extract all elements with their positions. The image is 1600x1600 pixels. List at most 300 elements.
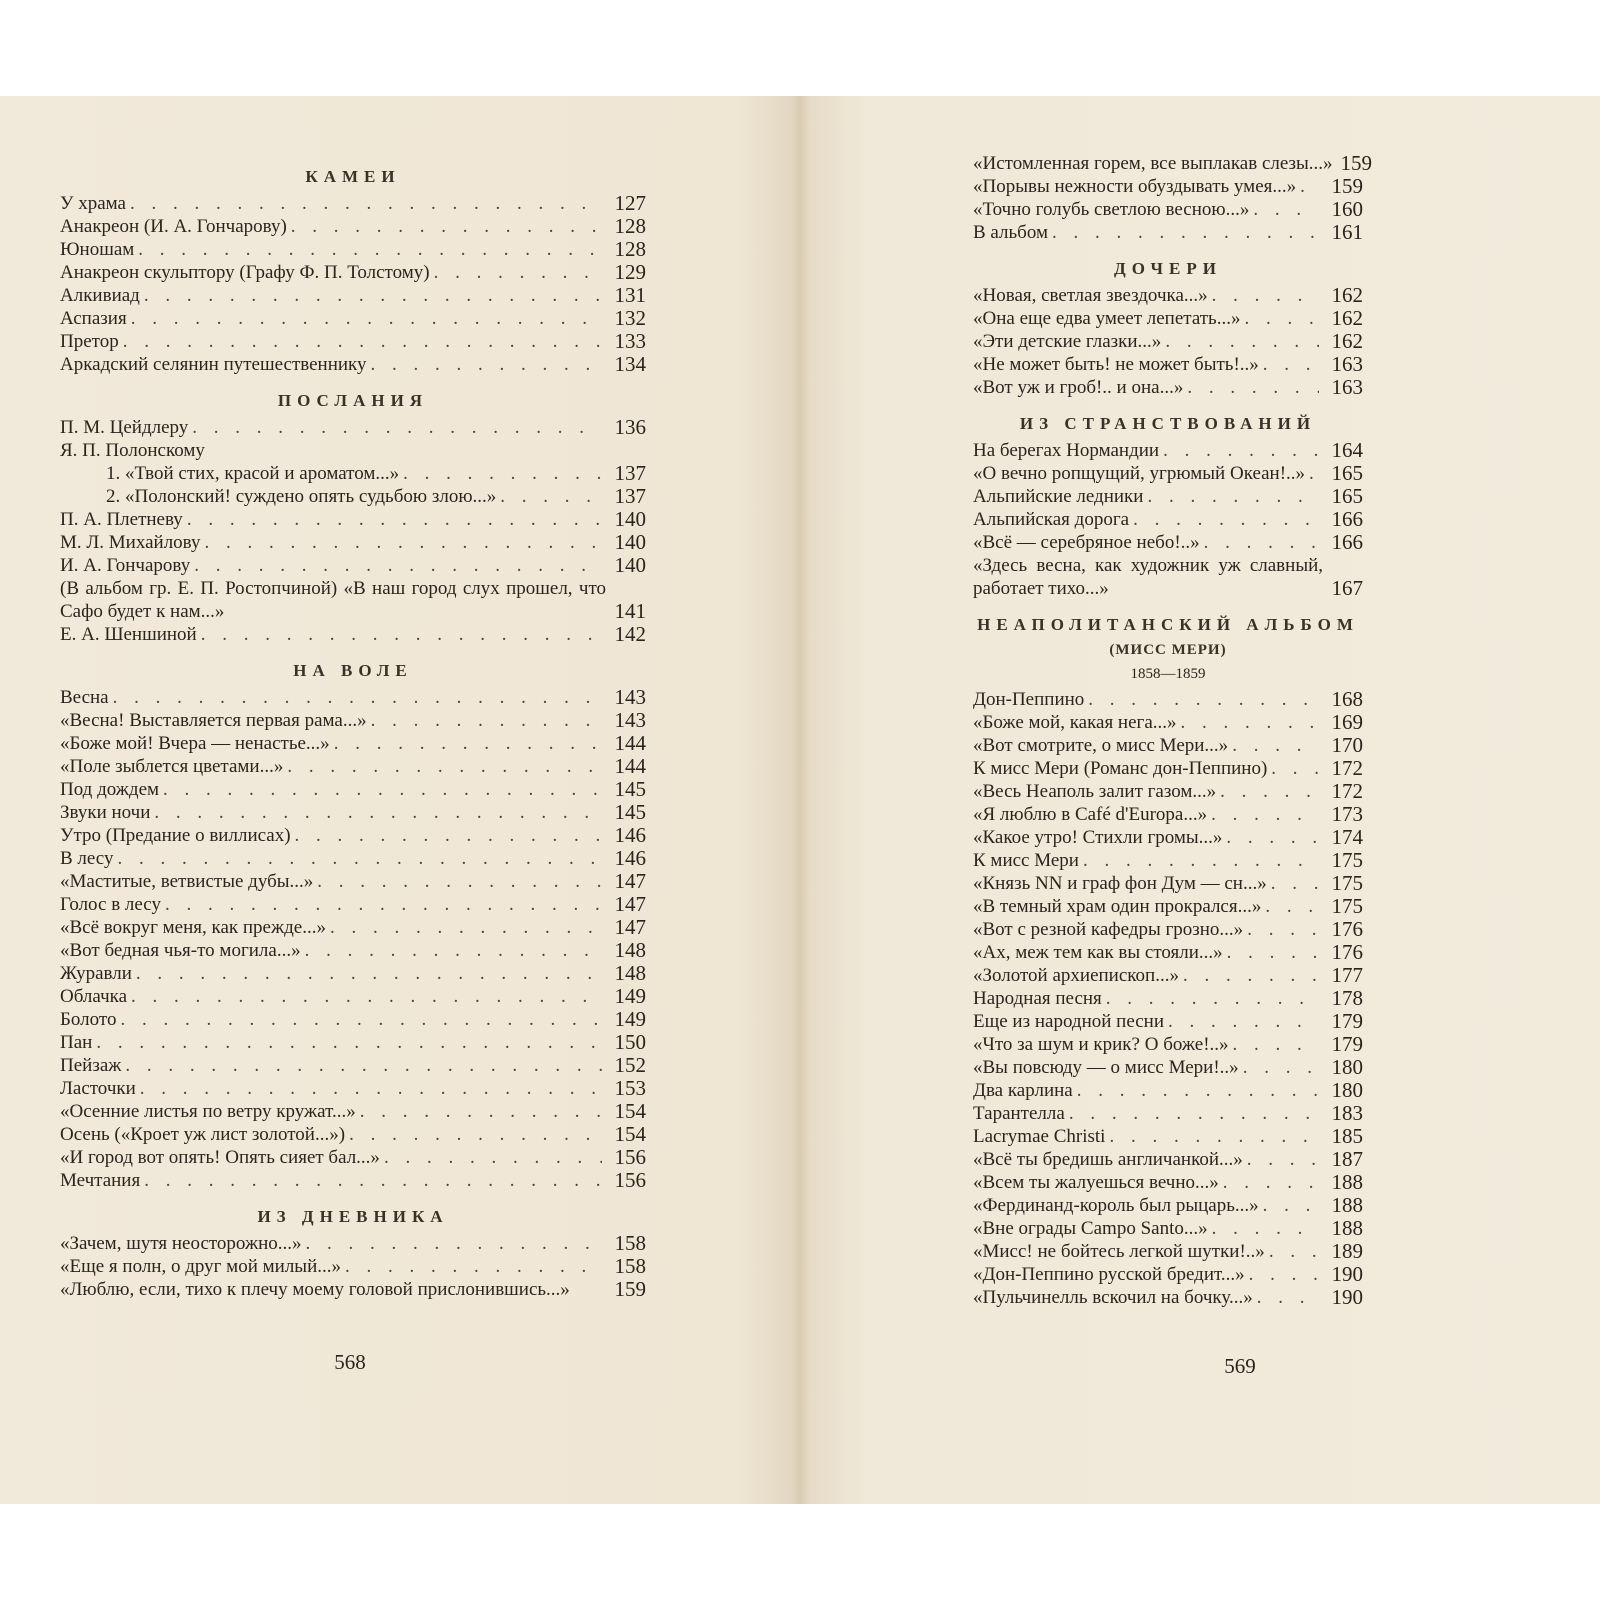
toc-entry-title: «Всё — серебряное небо!..» — [973, 532, 1200, 553]
left-toc-column — [60, 152, 646, 1301]
toc-entry-page: 159 — [1331, 174, 1363, 198]
leader-dots — [144, 284, 602, 307]
toc-entry-page: 147 — [614, 915, 646, 939]
toc-entry — [60, 870, 646, 893]
leader-dots — [1243, 1056, 1319, 1079]
toc-entry-title: Альпийские ледники — [973, 486, 1144, 507]
toc-entry-title: Анакреон скульптору (Графу Ф. П. Толстому) — [60, 262, 430, 283]
leader-dots — [500, 485, 602, 508]
toc-entry-page: 158 — [614, 1231, 646, 1255]
toc-entry-page: 169 — [1331, 710, 1363, 734]
toc-entry — [973, 711, 1363, 734]
toc-entry-title: 2. «Полонский! суждено опять судьбою злою...» — [106, 486, 497, 507]
leader-dots — [1265, 895, 1319, 918]
toc-entry — [973, 803, 1363, 826]
toc-entry — [973, 688, 1363, 711]
leader-dots — [201, 623, 602, 646]
toc-entry — [973, 1217, 1363, 1240]
toc-entry-title: «И город вот опять! Опять сияет бал...» — [60, 1147, 380, 1168]
toc-entry-page: 136 — [614, 415, 646, 439]
toc-entry-title: Осень («Кроет уж лист золотой...») — [60, 1124, 346, 1145]
toc-entry — [60, 261, 646, 284]
leader-dots — [131, 985, 602, 1008]
toc-entry-title: Еще из народной песни — [973, 1011, 1164, 1032]
leader-dots — [1257, 1286, 1319, 1309]
toc-entry — [973, 175, 1363, 198]
toc-entry — [60, 1255, 646, 1278]
toc-entry-page: 153 — [614, 1076, 646, 1100]
toc-entry-page: 183 — [1331, 1101, 1363, 1125]
toc-entry — [973, 849, 1363, 872]
toc-entry-page: 149 — [614, 984, 646, 1008]
toc-entry-title: Под дождем — [60, 779, 160, 800]
toc-entry-page: 128 — [614, 237, 646, 261]
page-number-left: 568 — [334, 1350, 366, 1374]
leader-dots — [1249, 1263, 1319, 1286]
toc-entry-page: 188 — [1331, 1216, 1363, 1240]
toc-entry — [60, 916, 646, 939]
toc-entry-title: В лесу — [60, 848, 114, 869]
toc-entry — [60, 508, 646, 531]
toc-entry-title: «В темный храм один прокрался...» — [973, 896, 1262, 917]
toc-entry — [973, 462, 1363, 485]
toc-entry-page: 156 — [614, 1145, 646, 1169]
toc-entry-title: П. М. Цейдлеру — [60, 417, 189, 438]
leader-dots — [1106, 987, 1319, 1010]
leader-dots — [1088, 688, 1319, 711]
toc-entry — [973, 987, 1363, 1010]
leader-dots — [371, 709, 602, 732]
toc-entry — [973, 221, 1363, 244]
toc-entry-page: 161 — [1331, 220, 1363, 244]
toc-entry-title: «Боже мой, какая нега...» — [973, 712, 1177, 733]
leader-dots — [1253, 198, 1319, 221]
leader-dots — [1077, 1079, 1319, 1102]
leader-dots — [1083, 849, 1319, 872]
toc-entry-title: П. А. Плетневу — [60, 509, 183, 530]
toc-entry — [973, 734, 1363, 757]
leader-dots — [1226, 826, 1319, 849]
toc-entry-page: 175 — [1331, 894, 1363, 918]
toc-entry — [973, 485, 1363, 508]
leader-dots — [192, 416, 602, 439]
toc-entry — [973, 826, 1363, 849]
toc-entry-page: 179 — [1331, 1009, 1363, 1033]
leader-dots — [113, 686, 602, 709]
toc-entry — [60, 416, 646, 439]
leader-dots — [1232, 734, 1319, 757]
toc-entry-title: Звуки ночи — [60, 802, 151, 823]
leader-dots — [1309, 462, 1319, 485]
toc-entry — [973, 1010, 1363, 1033]
toc-entry-title: Анакреон (И. А. Гончарову) — [60, 216, 287, 237]
toc-entry-page: 180 — [1331, 1055, 1363, 1079]
toc-entry — [60, 985, 646, 1008]
leader-dots — [140, 1077, 602, 1100]
toc-entry-title: На берегах Нормандии — [973, 440, 1160, 461]
toc-entry-title: «Порывы нежности обуздывать умея...» — [973, 176, 1297, 197]
toc-entry-page: 177 — [1331, 963, 1363, 987]
toc-entry-page: 149 — [614, 1007, 646, 1031]
toc-entry-page: 147 — [614, 892, 646, 916]
toc-entry-page: 137 — [614, 461, 646, 485]
leader-dots — [1233, 1033, 1319, 1056]
toc-entry-title: «Всем ты жалуешься вечно...» — [973, 1172, 1219, 1193]
leader-dots — [1212, 284, 1319, 307]
toc-entry — [973, 780, 1363, 803]
toc-entry-page: 162 — [1331, 329, 1363, 353]
toc-entry-page: 172 — [1331, 779, 1363, 803]
leader-dots — [1300, 175, 1319, 198]
toc-entry-title: «Золотой архиепископ...» — [973, 965, 1179, 986]
toc-entry-title: Lacrymae Christi — [973, 1126, 1106, 1147]
leader-dots — [131, 307, 602, 330]
leader-dots — [291, 215, 602, 238]
toc-entry-title: «Я люблю в Café d'Europa...» — [973, 804, 1208, 825]
toc-entry — [973, 1240, 1363, 1263]
leader-dots — [1269, 1240, 1319, 1263]
leader-dots — [125, 1054, 602, 1077]
right-toc-column — [973, 151, 1373, 1309]
leader-dots — [1212, 1217, 1319, 1240]
toc-entry-title: Голос в лесу — [60, 894, 161, 915]
toc-entry — [60, 330, 646, 353]
toc-entry-title: «Что за шум и крик? О боже!..» — [973, 1034, 1229, 1055]
leader-dots — [1271, 757, 1319, 780]
toc-entry — [973, 1102, 1363, 1125]
toc-entry — [973, 1263, 1363, 1286]
leader-dots — [384, 1146, 602, 1169]
toc-entry-title: «Весь Неаполь залит газом...» — [973, 781, 1217, 802]
toc-entry — [973, 198, 1363, 221]
toc-entry-title: «Маститые, ветвистые дубы...» — [60, 871, 314, 892]
toc-entry — [60, 307, 646, 330]
left-page — [0, 96, 800, 1504]
toc-entry — [973, 508, 1363, 531]
toc-entry — [60, 709, 646, 732]
section-heading: НЕАПОЛИТАНСКИЙ АЛЬБОМ — [977, 615, 1359, 634]
toc-entry-page: 128 — [614, 214, 646, 238]
toc-entry-title: «Истомленная горем, все выплакав слезы...» — [973, 153, 1333, 174]
leader-dots — [403, 462, 602, 485]
toc-entry-page: 173 — [1331, 802, 1363, 826]
toc-entry-page: 140 — [614, 530, 646, 554]
toc-entry-page: 150 — [614, 1030, 646, 1054]
toc-entry-title: Ласточки — [60, 1078, 136, 1099]
toc-entry-page: 187 — [1331, 1147, 1363, 1171]
leader-dots — [205, 531, 603, 554]
leader-dots — [1227, 941, 1319, 964]
toc-entry-page: 166 — [1331, 507, 1363, 531]
leader-dots — [295, 824, 602, 847]
toc-entry — [60, 939, 646, 962]
toc-entry-page: 137 — [614, 484, 646, 508]
leader-dots — [165, 893, 602, 916]
toc-entry — [60, 623, 646, 646]
toc-entry-page: 176 — [1331, 917, 1363, 941]
toc-entry-title: «Вне ограды Campo Santo...» — [973, 1218, 1208, 1239]
leader-dots — [1165, 330, 1319, 353]
toc-entry — [60, 531, 646, 554]
toc-entry-page: 189 — [1331, 1239, 1363, 1263]
toc-entry-page: 188 — [1331, 1170, 1363, 1194]
toc-entry-title: «Вот бедная чья-то могила...» — [60, 940, 301, 961]
toc-entry — [973, 941, 1363, 964]
leader-dots — [371, 353, 602, 376]
toc-entry — [973, 330, 1363, 353]
toc-entry-title: Болото — [60, 1009, 117, 1030]
toc-entry-page: 132 — [614, 306, 646, 330]
toc-entry-page: 133 — [614, 329, 646, 353]
toc-entry — [60, 1077, 646, 1100]
toc-entry-title: «Дон-Пеппино русской бредит...» — [973, 1264, 1245, 1285]
toc-entry — [973, 964, 1363, 987]
toc-entry — [973, 554, 1363, 600]
toc-entry-page: 148 — [614, 938, 646, 962]
toc-entry-title: Е. А. Шеншиной — [60, 624, 197, 645]
leader-dots — [1109, 1125, 1319, 1148]
toc-entry-title: Алкивиад — [60, 285, 140, 306]
section-dates: 1858—1859 — [1130, 666, 1206, 682]
toc-entry-title: Мечтания — [60, 1170, 141, 1191]
toc-entry-title: У храма — [60, 193, 126, 214]
toc-entry — [60, 1232, 646, 1255]
toc-entry-title: И. А. Гончарову — [60, 555, 191, 576]
toc-entry-page: 140 — [614, 507, 646, 531]
toc-entry-title: «О вечно ропщущий, угрюмый Океан!..» — [973, 463, 1306, 484]
toc-entry — [973, 1148, 1363, 1171]
leader-dots — [123, 330, 602, 353]
section-heading: ИЗ ДНЕВНИКА — [257, 1207, 449, 1226]
toc-entry-title: «Вы повсюду — о мисс Мери!..» — [973, 1057, 1239, 1078]
toc-entry — [60, 962, 646, 985]
leader-dots — [1168, 1010, 1319, 1033]
toc-entry-page: 143 — [614, 708, 646, 732]
toc-entry-title: Аспазия — [60, 308, 127, 329]
toc-entry-title: Весна — [60, 687, 109, 708]
toc-entry-title: К мисс Мери (Романс дон-Пеппино) — [973, 758, 1268, 779]
leader-dots — [306, 1232, 602, 1255]
toc-entry-title: Народная песня — [973, 988, 1102, 1009]
toc-entry-page: 158 — [614, 1254, 646, 1278]
toc-entry-title: «Не может быть! не может быть!..» — [973, 354, 1259, 375]
toc-entry-title: Пан — [60, 1032, 93, 1053]
toc-entry-title: 1. «Твой стих, красой и ароматом...» — [106, 463, 400, 484]
toc-entry-page: 142 — [614, 622, 646, 646]
leader-dots — [163, 778, 602, 801]
toc-entry-page: 165 — [1331, 484, 1363, 508]
toc-entry-title: «Вот уж и гроб!.. и она...» — [973, 377, 1184, 398]
leader-dots — [194, 554, 602, 577]
toc-entry-page: 167 — [1331, 576, 1363, 600]
toc-entry-title: «Еще я полн, о друг мой милый...» — [60, 1256, 341, 1277]
toc-entry-title: «Зачем, шутя неосторожно...» — [60, 1233, 302, 1254]
toc-entry-title: Журавли — [60, 963, 132, 984]
toc-entry — [60, 1146, 646, 1169]
toc-entry-title: Аркадский селянин путешественнику — [60, 354, 367, 375]
section-heading: КАМЕИ — [305, 167, 401, 186]
leader-dots — [305, 939, 602, 962]
toc-entry-page: 147 — [614, 869, 646, 893]
toc-entry-page: 162 — [1331, 283, 1363, 307]
leader-dots — [1133, 508, 1319, 531]
toc-entry-page: 164 — [1331, 438, 1363, 462]
toc-entry — [60, 1054, 646, 1077]
toc-entry — [60, 1278, 646, 1301]
page-number-right: 569 — [1224, 1354, 1256, 1378]
toc-entry-title: Юношам — [60, 239, 135, 260]
leader-dots — [287, 755, 602, 778]
toc-entry-page: 141 — [614, 599, 646, 623]
toc-entry-page: 168 — [1331, 687, 1363, 711]
toc-entry — [60, 893, 646, 916]
leader-dots — [360, 1100, 602, 1123]
toc-entry — [973, 1171, 1363, 1194]
toc-entry-page: 176 — [1331, 940, 1363, 964]
toc-entry — [973, 918, 1363, 941]
toc-entry-page: 180 — [1331, 1078, 1363, 1102]
section-heading: НА ВОЛЕ — [293, 661, 413, 680]
toc-entry-title: «Боже мой! Вчера — ненастье...» — [60, 733, 330, 754]
toc-entry-title: М. Л. Михайлову — [60, 532, 201, 553]
toc-entry-title: Облачка — [60, 986, 128, 1007]
book-spread — [0, 96, 1600, 1504]
leader-dots — [1187, 376, 1319, 399]
section-subheading: (МИСС МЕРИ) — [1109, 642, 1227, 658]
toc-entry-title: «Мисс! не бойтесь легкой шутки!..» — [973, 1241, 1265, 1262]
toc-entry-title: «Она еще едва умеет лепетать...» — [973, 308, 1241, 329]
toc-entry — [60, 1008, 646, 1031]
leader-dots — [1247, 918, 1319, 941]
leader-dots — [1220, 780, 1319, 803]
toc-entry — [60, 824, 646, 847]
section-heading: ПОСЛАНИЯ — [277, 391, 429, 410]
toc-entry-page: 154 — [614, 1122, 646, 1146]
toc-entry-page: 146 — [614, 823, 646, 847]
leader-dots — [1147, 485, 1319, 508]
toc-entry-title: «Князь NN и граф фон Дум — сн...» — [973, 873, 1267, 894]
leader-dots — [1263, 353, 1319, 376]
leader-dots — [136, 962, 602, 985]
toc-entry-page: 145 — [614, 800, 646, 824]
toc-entry — [60, 1123, 646, 1146]
leader-dots — [334, 732, 602, 755]
toc-entry — [60, 1100, 646, 1123]
toc-entry-title: Претор — [60, 331, 119, 352]
section-heading: ДОЧЕРИ — [1114, 259, 1222, 278]
leader-dots — [317, 870, 602, 893]
toc-entry-page: 185 — [1331, 1124, 1363, 1148]
section-heading: ИЗ СТРАНСТВОВАНИЙ — [1019, 414, 1317, 433]
leader-dots — [1069, 1102, 1319, 1125]
toc-entry-title: Тарантелла — [973, 1103, 1065, 1124]
leader-dots — [1181, 711, 1319, 734]
toc-entry — [973, 1194, 1363, 1217]
toc-entry-title: В альбом — [973, 222, 1048, 243]
leader-dots — [118, 847, 603, 870]
leader-dots — [349, 1123, 602, 1146]
toc-entry-title: «Эти детские глазки...» — [973, 331, 1162, 352]
toc-entry — [60, 1169, 646, 1192]
leader-dots — [1263, 1194, 1319, 1217]
toc-entry-page: 159 — [614, 1277, 646, 1301]
toc-entry — [60, 215, 646, 238]
toc-entry-title: «Вот смотрите, о мисс Мери...» — [973, 735, 1229, 756]
toc-entry — [60, 847, 646, 870]
toc-entry — [973, 307, 1363, 330]
toc-entry-page: 152 — [614, 1053, 646, 1077]
toc-entry — [973, 872, 1363, 895]
toc-entry — [60, 732, 646, 755]
toc-entry-title: «Пульчинелль вскочил на бочку...» — [973, 1287, 1253, 1308]
toc-entry-title: «Ах, меж тем как вы стояли...» — [973, 942, 1223, 963]
toc-entry-title: «Всё ты бредишь англичанкой...» — [973, 1149, 1243, 1170]
leader-dots — [1183, 964, 1319, 987]
toc-entry — [60, 755, 646, 778]
toc-entry — [60, 284, 646, 307]
toc-entry-page: 175 — [1331, 848, 1363, 872]
toc-entry-page: 166 — [1331, 530, 1363, 554]
toc-entry-title: «Здесь весна, как художник уж славный, работает тихо...» — [973, 555, 1323, 599]
toc-entry-title: «Весна! Выставляется первая рама...» — [60, 710, 367, 731]
toc-entry-page: 140 — [614, 553, 646, 577]
toc-entry — [60, 439, 646, 462]
toc-entry-title: «Фердинанд-король был рыцарь...» — [973, 1195, 1259, 1216]
leader-dots — [96, 1031, 602, 1054]
leader-dots — [1247, 1148, 1319, 1171]
toc-entry-page: 163 — [1331, 352, 1363, 376]
toc-entry — [60, 1031, 646, 1054]
toc-entry-title: «Вот с резной кафедры грозно...» — [973, 919, 1244, 940]
toc-entry — [973, 757, 1363, 780]
toc-entry-page: 127 — [614, 191, 646, 215]
leader-dots — [138, 238, 602, 261]
toc-entry-title: «Поле зыблется цветами...» — [60, 756, 284, 777]
toc-entry-page: 178 — [1331, 986, 1363, 1010]
toc-entry-title: К мисс Мери — [973, 850, 1079, 871]
toc-entry — [60, 554, 646, 577]
toc-entry-page: 156 — [614, 1168, 646, 1192]
leader-dots — [1163, 439, 1319, 462]
leader-dots — [1223, 1171, 1319, 1194]
toc-entry — [973, 439, 1363, 462]
toc-entry-title: Я. П. Полонскому — [60, 440, 205, 461]
leader-dots — [1271, 872, 1319, 895]
toc-entry — [973, 376, 1363, 399]
toc-entry — [60, 192, 646, 215]
leader-dots — [120, 1008, 602, 1031]
toc-entry-page: 163 — [1331, 375, 1363, 399]
toc-entry-title: Альпийская дорога — [973, 509, 1130, 530]
toc-entry-title: «Какое утро! Стихли громы...» — [973, 827, 1223, 848]
toc-entry — [973, 1125, 1363, 1148]
toc-entry-page: 131 — [614, 283, 646, 307]
toc-entry-title: Два карлина — [973, 1080, 1073, 1101]
toc-entry — [60, 238, 646, 261]
toc-entry — [973, 1056, 1363, 1079]
toc-entry — [60, 778, 646, 801]
leader-dots — [434, 261, 602, 284]
toc-entry-title: Дон-Пеппино — [973, 689, 1085, 710]
toc-entry-page: 170 — [1331, 733, 1363, 757]
toc-entry — [973, 1286, 1363, 1309]
leader-dots — [1204, 531, 1319, 554]
toc-entry-page: 159 — [1340, 151, 1373, 175]
toc-entry — [60, 686, 646, 709]
toc-entry-page: 145 — [614, 777, 646, 801]
leader-dots — [130, 192, 602, 215]
toc-entry-page: 144 — [614, 731, 646, 755]
